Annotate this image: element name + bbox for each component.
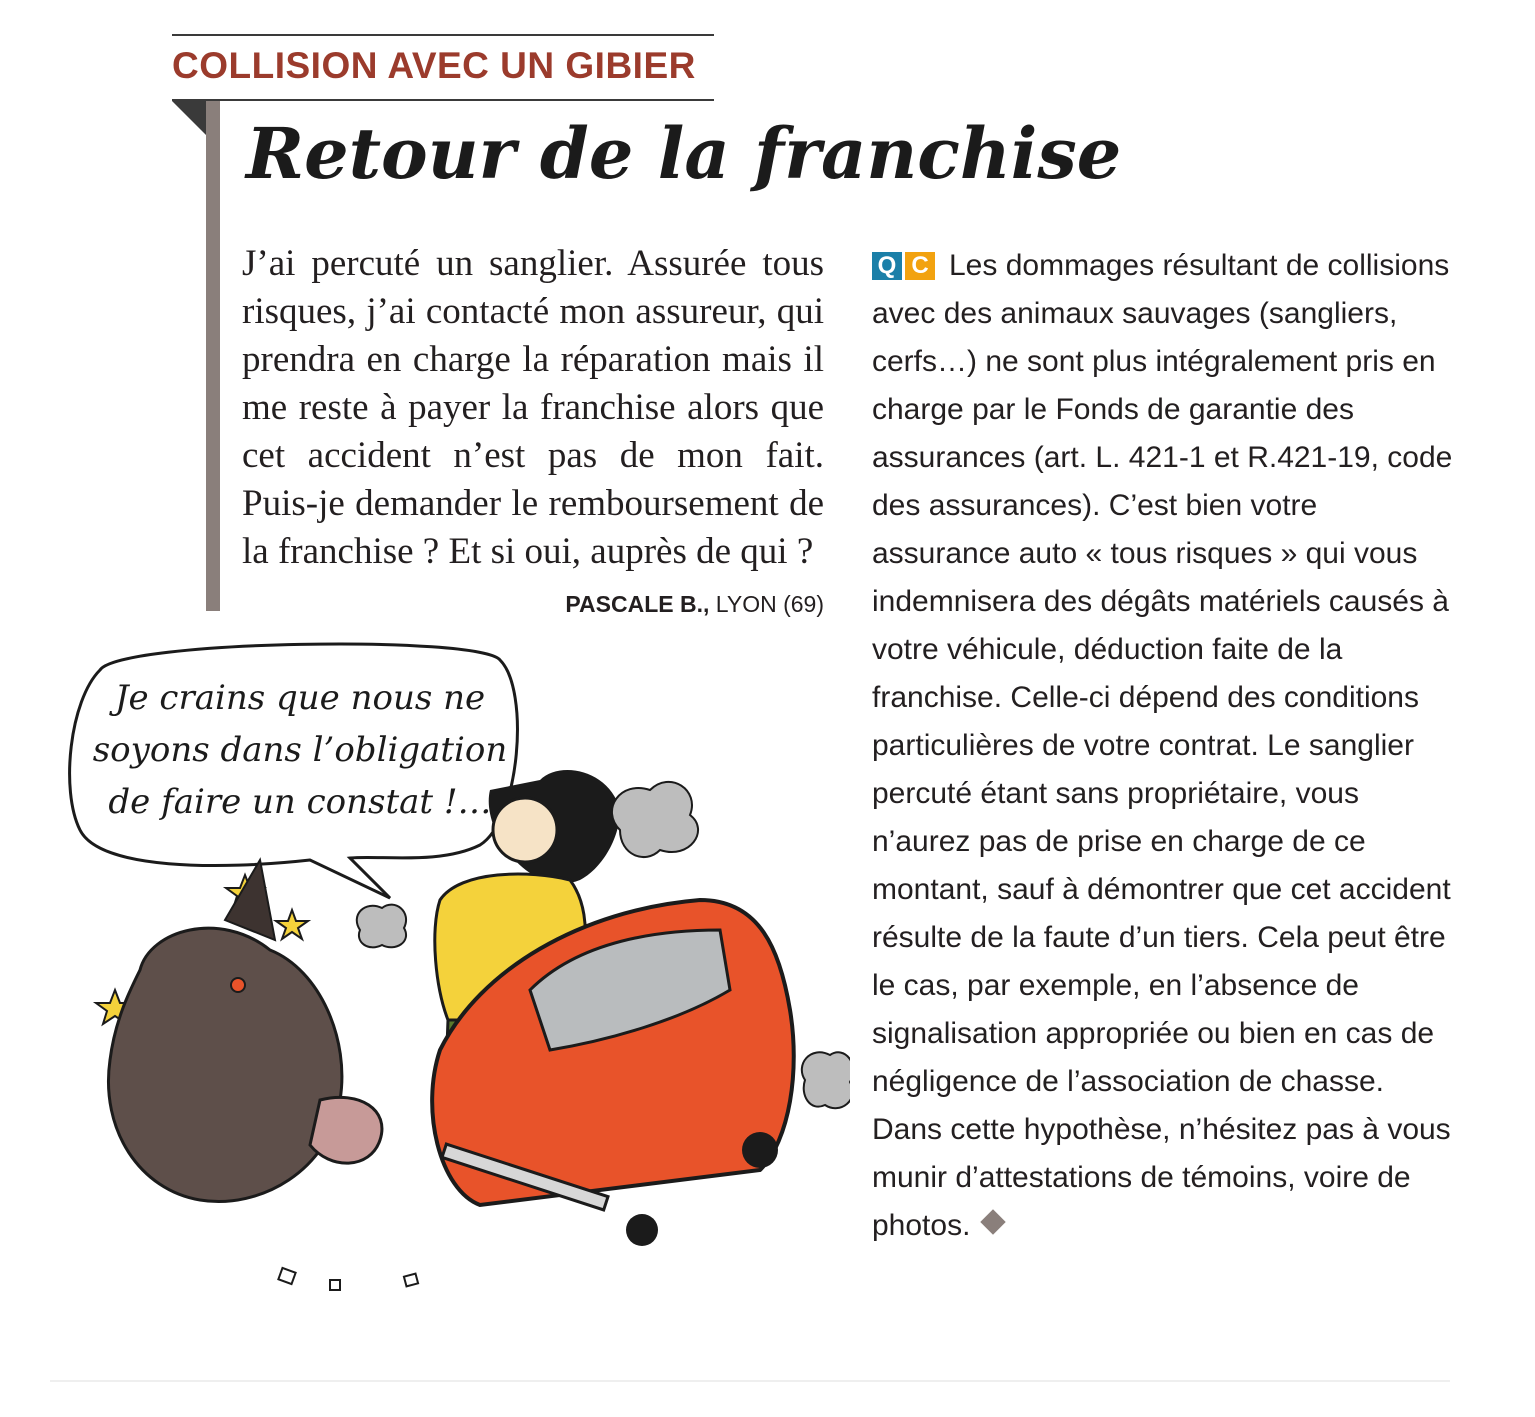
car-wheel	[742, 1132, 778, 1168]
end-diamond-icon	[981, 1209, 1006, 1234]
answer-text: Les dommages résultant de collisions avec des animaux sauvages (sangliers, cerfs…) ne sont plus intégralement pris en charge par le Fonds de garantie des assurances (art. L. 421-1 et R.421-19, code des assurances). C’est bien votre assurance auto « tous risques » qui vous indemnisera des dégâts matériels causés à votre véhicule, déduction faite de la franchise. Celle-ci dépend des conditions particulières de votre contrat. Le sanglier percuté étant sans propriétaire, vous n’aurez pas de prise en charge de ce montant, sauf à démontrer que cet accident résulte de la faute d’un tiers. Cela peut être le cas, par exemple, en l’absence de signalisation appropriée ou bien en cas de négligence de l’association de chasse. Dans cette hypothèse, n’hésitez pas à vous munir d’attestations de témoins, voire de photos.	[872, 249, 1453, 1242]
question-side-bar	[206, 101, 220, 611]
footer-rule	[50, 1380, 1450, 1382]
kicker-bottom-rule	[172, 99, 714, 101]
article-title: Retour de la franchise	[246, 112, 1122, 195]
decorative-fold	[172, 101, 206, 135]
debris	[330, 1280, 340, 1290]
boar-snout	[310, 1097, 382, 1163]
kicker-top-rule	[172, 34, 714, 36]
author-location: LYON (69)	[715, 591, 824, 617]
speech-bubble-text: Je crains que nous ne soyons dans l’obligation de faire un constat !…	[92, 678, 508, 822]
debris	[278, 1268, 295, 1284]
debris	[404, 1274, 418, 1287]
boar-bump	[231, 978, 245, 992]
question-signature	[242, 588, 824, 620]
star-icon	[276, 910, 308, 939]
author-name: PASCALE B.,	[565, 591, 710, 617]
badge-q: Q	[872, 252, 902, 280]
smoke-puff	[357, 905, 406, 948]
badge-c: C	[905, 252, 935, 280]
reader-question: J’ai percuté un sanglier. Assurée tous risques, j’ai contacté mon assureur, qui prendra en charge la réparation mais il me reste à payer la franchise alors que cet accident n’est pas de mon fait. Puis-je demander le remboursement de la franchise ? Et si oui, auprès de qui ?	[242, 243, 824, 572]
smoke-puff	[802, 1052, 850, 1108]
section-kicker: COLLISION AVEC UN GIBIER	[172, 45, 696, 86]
car-wheel	[626, 1214, 658, 1246]
smoke-puff	[612, 782, 698, 857]
boar-ear	[225, 860, 275, 940]
boar-body	[108, 928, 341, 1201]
answer-block	[872, 242, 1462, 1250]
